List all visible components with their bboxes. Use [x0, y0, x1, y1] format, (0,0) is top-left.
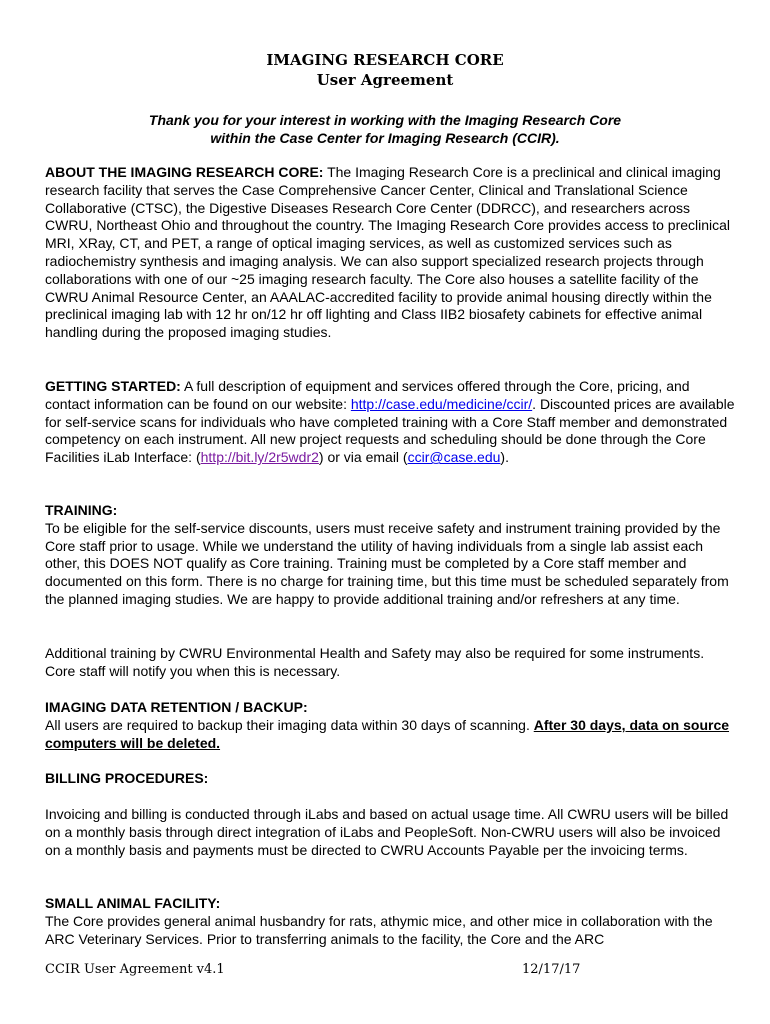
document-subtitle: User Agreement: [316, 71, 454, 89]
email-link[interactable]: ccir@case.edu: [407, 449, 501, 466]
intro-text: [0, 111, 770, 147]
getting-started-section: [45, 378, 735, 467]
getting-started-text-3: ) or via email (: [318, 449, 408, 466]
footer-date: 12/17/17: [522, 962, 581, 977]
about-section: [45, 164, 735, 342]
training-section: [45, 502, 735, 609]
retention-section: [45, 699, 735, 752]
footer-version: CCIR User Agreement v4.1: [45, 962, 225, 977]
training-heading: TRAINING:: [45, 502, 118, 518]
billing-text: Invoicing and billing is conducted through iLabs and based on actual usage time. All CWRU users will be billed on a monthly basis through direct integration of iLabs and PeopleSoft. Non-CWRU users will also be invoiced on a monthly basis and payments must be directed to CWRU Accounts Payable per the invoicing terms.: [45, 806, 729, 858]
retention-text: All users are required to backup their imaging data within 30 days of scanning.: [45, 716, 534, 733]
billing-section: [45, 770, 735, 788]
getting-started-text-2: . Discounted prices are available for self-service scans for individuals who have completed training with a Core Staff member and demonstrated competency on each instrument. All new project requests and scheduling should be done through the Core Facilities iLab Interface: (: [45, 395, 735, 466]
intro-line-2: within the Case Center for Imaging Research (CCIR).: [210, 130, 560, 146]
animal-section: [45, 895, 735, 948]
document-title: IMAGING RESEARCH CORE: [266, 51, 504, 69]
about-heading: ABOUT THE IMAGING RESEARCH CORE:: [45, 164, 324, 180]
ilab-link[interactable]: http://bit.ly/2r5wdr2: [200, 449, 319, 466]
getting-started-text-1: A full description of equipment and services offered through the Core, pricing, and contact information can be found on our website:: [45, 378, 690, 412]
intro-line-1: Thank you for your interest in working with the Imaging Research Core: [148, 112, 622, 128]
training-text: To be eligible for the self-service discounts, users must receive safety and instrument training provided by the Core staff prior to usage. While we understand the utility of having individuals from a single lab assist each other, this DOES NOT qualify as Core training. Training must be completed by a Core staff member and documented on this form. There is no charge for training time, but this time must be scheduled separately from the planned imaging studies. We are happy to provide additional training and/or refreshers at any time.: [45, 519, 729, 607]
retention-warning: After 30 days, data on source computers will be deleted.: [45, 716, 730, 751]
billing-heading: BILLING PROCEDURES:: [45, 770, 209, 786]
training-additional-text: Additional training by CWRU Environmental Health and Safety may also be required for some instruments. Core staff will notify you when this is necessary.: [45, 645, 705, 679]
animal-text: The Core provides general animal husbandry for rats, athymic mice, and other mice in collaboration with the ARC Veterinary Services. Prior to transferring animals to the facility, the Core and the ARC: [45, 912, 713, 947]
about-text: The Imaging Research Core is a preclinical and clinical imaging research facility that serves the Case Comprehensive Cancer Center, Clinical and Translational Science Collaborative (CTSC), the Digestive Diseases Research Core Center (DDRCC), and researchers across CWRU, Northeast Ohio and throughout the country. The Imaging Research Core provides access to preclinical MRI, XRay, CT, and PET, a range of optical imaging services, as well as customized services such as radiochemistry synthesis and imaging analysis. We can also support specialized research projects through collaborations with one of our ~25 imaging research faculty. The Core also houses a satellite facility of the CWRU Animal Resource Center, an AAALAC-accredited facility to provide animal housing directly within the preclinical imaging lab with 12 hr on/12 hr off lighting and Class IIB2 biosafety cabinets for effective animal handling during the proposed imaging studies.: [45, 164, 731, 341]
billing-text-section: [45, 806, 735, 859]
retention-heading: IMAGING DATA RETENTION / BACKUP:: [45, 699, 308, 715]
website-link[interactable]: http://case.edu/medicine/ccir/: [350, 395, 533, 412]
getting-started-heading: GETTING STARTED:: [45, 378, 181, 394]
getting-started-text-4: ).: [500, 449, 509, 466]
animal-heading: SMALL ANIMAL FACILITY:: [45, 895, 221, 911]
training-additional-section: [45, 645, 735, 681]
